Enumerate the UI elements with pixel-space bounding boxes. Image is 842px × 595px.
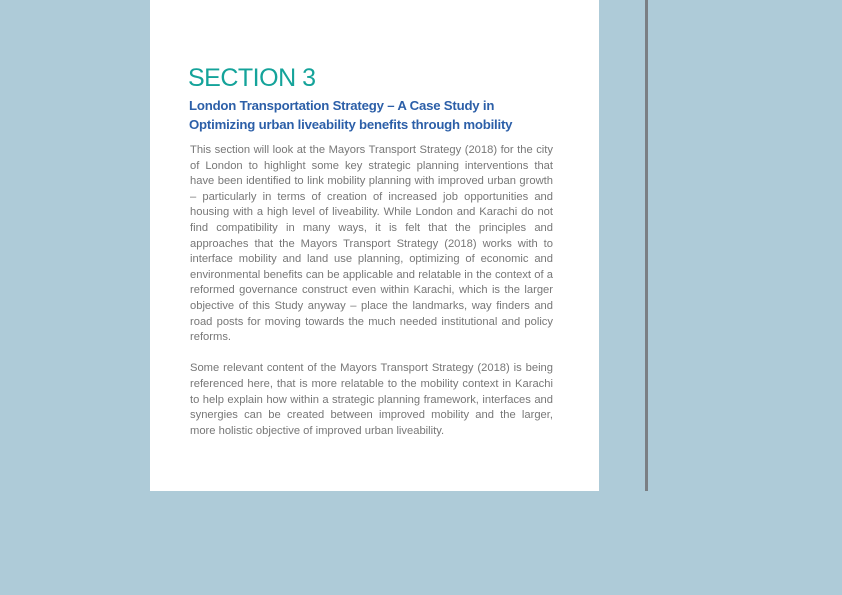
subtitle-line-2: Optimizing urban liveability benefits through mobility [189, 116, 513, 132]
section-subtitle [189, 97, 589, 134]
paragraph-reference: Some relevant content of the Mayors Transport Strategy (2018) is being referenced here, that is more relatable to the mobility context in Karachi to help explain how within a strategic planning framework, interfaces and synergies can be created between improved mobility and the larger, more holistic objective of improved urban liveability. [190, 362, 553, 437]
paragraph-intro: This section will look at the Mayors Transport Strategy (2018) for the city of London to highlight some key strategic planning interventions that have been identified to link mobility planning with improved urban growth – particularly in terms of creation of increased job opportunities and housing with a high level of liveability. While London and Karachi do not find compatibility in many ways, it is felt that the principles and approaches that the Mayors Transport Strategy (2018) works with to interface mobility and land use planning, optimizing of economic and environmental benefits can be applicable and relatable in the context of a reformed governance construct even within Karachi, which is the larger objective of this Study anyway – place the landmarks, way finders and road posts for moving towards the much needed institutional and policy reforms. [190, 144, 553, 344]
subtitle-line-1: London Transportation Strategy – A Case Study in [189, 98, 495, 113]
body-text [190, 143, 553, 439]
document-page [150, 0, 599, 491]
page-spine-divider [645, 0, 648, 491]
section-heading: SECTION 3 [188, 64, 316, 92]
